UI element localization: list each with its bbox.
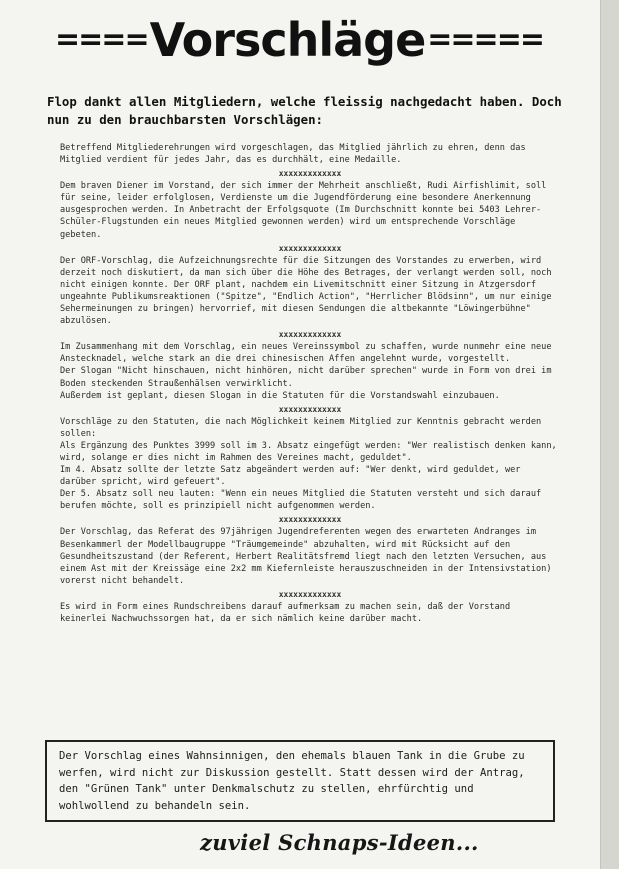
paragraph-ehrungen: Betreffend Mitgliederehrungen wird vorgeschlagen, das Mitglied jährlich zu ehren, denn das Mitglied verdient für jedes Jahr, das es durchhält, eine Medaille.: [60, 143, 526, 166]
paragraph-diener: Dem braven Diener im Vorstand, der sich immer der Mehrheit anschließt, Rudi Airfishlimit, soll für seine, leider erfolglosen, Verdienste um die Jugendförderung eine besondere Anerkennung ausgesprochen werden. In Anbetracht der Erfolgsquote (Im Durchschnitt konnte bei 5403 Lehrer-Schüler-Flugstunden ein neues Mitglied gewonnen werden) wird um entsprechende Vorschläge gebeten.: [60, 181, 547, 240]
notice-text: Der Vorschlag eines Wahnsinnigen, den ehemals blauen Tank in die Grube zu werfen, wird nicht zur Diskussion gestellt. Statt dessen wird der Antrag, den "Grünen Tank" unter Denkmalschutz zu stellen, ehrfürchtig und wohlwollend zu behandeln sein.: [59, 750, 525, 812]
separator: xxxxxxxxxxxxx: [278, 515, 342, 525]
notice-box: [45, 740, 555, 822]
separator: xxxxxxxxxxxxx: [278, 330, 342, 340]
intro-text: Flop dankt allen Mitgliedern, welche fleissig nachgedacht haben. Doch nun zu den brauchbarsten Vorschlägen:: [47, 94, 562, 127]
title-word: Vorschläge: [149, 13, 426, 67]
page-edge: [600, 0, 619, 869]
separator: xxxxxxxxxxxxx: [278, 589, 342, 599]
separator: xxxxxxxxxxxxx: [278, 169, 342, 179]
page-title: [6, 10, 592, 70]
article-body: [60, 142, 560, 625]
paragraph-orf: Der ORF-Vorschlag, die Aufzeichnungsrechte für die Sitzungen des Vorstandes zu erwerben, wird derzeit noch diskutiert, da man sich über die Höhe des Betrages, der verlangt werden soll, noch nicht einigen konnte. Der ORF plant, nachdem ein Livemitschnitt einer Sitzung in Atzgersdorf ungeahnte Publikumsreaktionen ("Spitze", "Endlich Action", "Herrlicher Blödsinn", um nur einige Sehermeinungen zu bringen) hervorrief, mit diesen Sendungen die altbekannte "Löwingerbühne" abzulösen.: [60, 255, 552, 327]
title-dashes-left: ====: [55, 21, 148, 58]
paragraph-rundschreiben: Es wird in Form eines Rundschreibens darauf aufmerksam zu machen sein, daß der Vorstand keinerlei Nachwuchssorgen hat, da er sich nämlich keine darüber macht.: [60, 601, 511, 624]
footer-slogan: zuviel Schnaps-Ideen...: [200, 830, 479, 855]
title-dashes-right: =====: [427, 21, 543, 58]
paragraph-vereinssymbol: Im Zusammenhang mit dem Vorschlag, ein neues Vereinssymbol zu schaffen, wurde nunmehr eine neue Anstecknadel, welche stark an die drei chinesischen Affen angelehnt wurde, vorgestellt. Der Slogan "Nicht hinschauen, nicht hinhören, nicht darüber sprechen" wurde in Form von drei im Boden steckenden Straußenhälsen verwirklicht. Außerdem ist geplant, diesen Slogan in die Statuten für die Vorstandswahl einzubauen.: [60, 342, 552, 401]
paragraph-statuten: Vorschläge zu den Statuten, die nach Möglichkeit keinem Mitglied zur Kenntnis gebracht werden sollen: Als Ergänzung des Punktes 3999 soll im 3. Absatz eingefügt werden: "Wer realistisch denken kann, wird, solange er dies nicht im Rahmen des Vereines macht, geduldet". Im 4. Absatz sollte der letzte Satz abgeändert werden auf: "Wer denkt, wird geduldet, wer darüber spricht, wird gefeuert". Der 5. Absatz soll neu lauten: "Wenn ein neues Mitglied die Statuten versteht und sich darauf berufen möchte, soll es prinzipiell nicht aufgenommen werden.: [60, 416, 557, 512]
separator: xxxxxxxxxxxxx: [278, 404, 342, 414]
paragraph-referat: Der Vorschlag, das Referat des 97jährigen Jugendreferenten wegen des erwarteten Andranges im Besenkammerl der Modellbaugruppe "Träumgemeinde" abzuhalten, wird mit Rücksicht auf den Gesundheitszustand (der Referent, Herbert Realitätsfremd liegt nach den letzten Versuchen, aus einem Ast mit der Kreissäge eine 2x2 mm Kiefernleiste herauszuschneiden in der Intensivstation) vorerst nicht behandelt.: [60, 527, 552, 586]
separator: xxxxxxxxxxxxx: [278, 243, 342, 253]
